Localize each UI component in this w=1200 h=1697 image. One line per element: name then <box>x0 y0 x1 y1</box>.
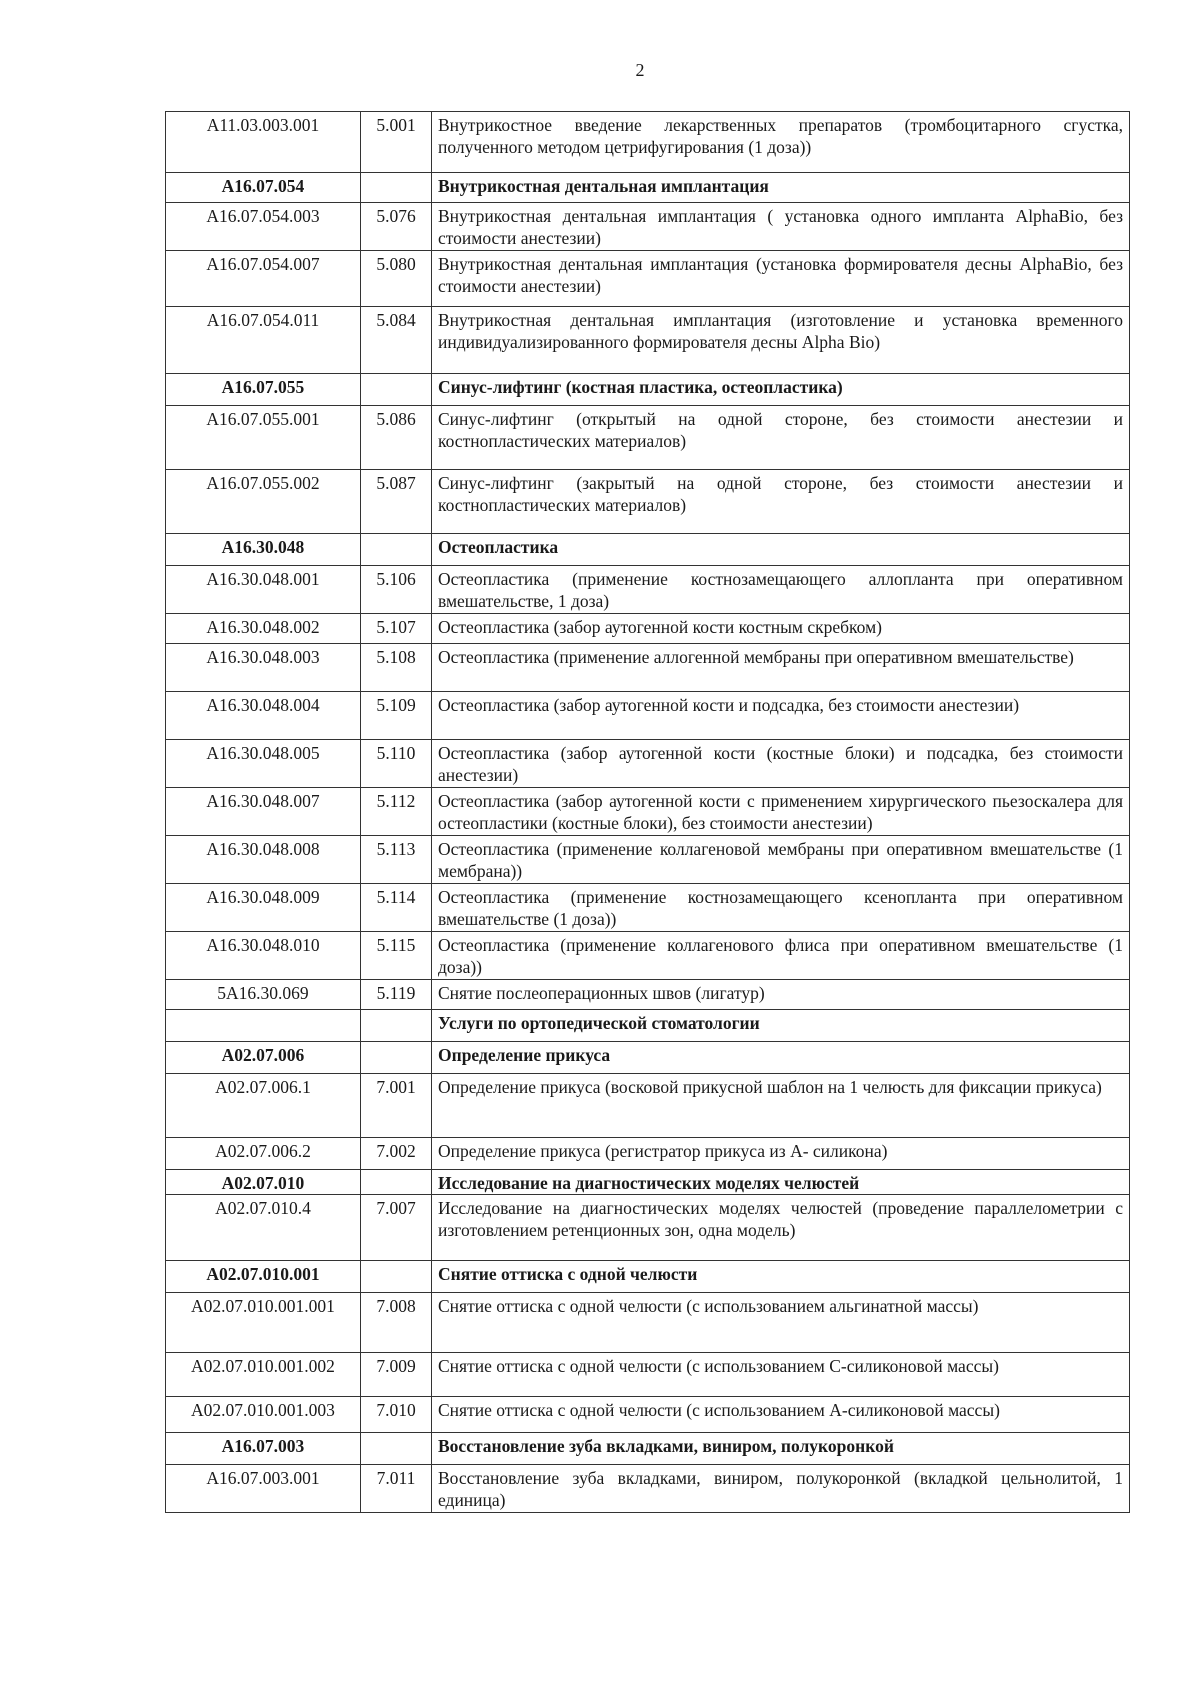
table-row <box>166 884 1130 932</box>
table-row <box>166 112 1130 173</box>
service-description-cell: Остеопластика (забор аутогенной кости и подсадка, без стоимости анестезии) <box>432 692 1130 740</box>
item-number-cell: 5.115 <box>361 932 432 980</box>
service-code-cell <box>166 1010 361 1042</box>
service-code-cell: A02.07.010.001.003 <box>166 1397 361 1433</box>
item-number-cell: 5.086 <box>361 406 432 470</box>
item-number-cell: 5.112 <box>361 788 432 836</box>
service-code-cell: A11.03.003.001 <box>166 112 361 173</box>
service-code-cell: A16.07.055 <box>166 374 361 406</box>
table-row <box>166 836 1130 884</box>
item-number-cell <box>361 374 432 406</box>
service-code-cell: A02.07.010.4 <box>166 1195 361 1261</box>
item-number-cell: 5.107 <box>361 614 432 644</box>
table-row <box>166 1138 1130 1170</box>
service-description-cell: Остеопластика (применение костнозамещающего ксенопланта при оперативном вмешательстве (1 доза)) <box>432 884 1130 932</box>
item-number-cell: 7.007 <box>361 1195 432 1261</box>
service-code-cell: A02.07.006 <box>166 1042 361 1074</box>
service-code-cell: A16.30.048.003 <box>166 644 361 692</box>
item-number-cell: 7.001 <box>361 1074 432 1138</box>
table-row <box>166 251 1130 307</box>
service-description-cell: Определение прикуса <box>432 1042 1130 1074</box>
service-description-cell: Остеопластика <box>432 534 1130 566</box>
table-group-row <box>166 374 1130 406</box>
service-description-cell: Остеопластика (забор аутогенной кости (костные блоки) и подсадка, без стоимости анестезии) <box>432 740 1130 788</box>
service-code-cell: A16.07.055.001 <box>166 406 361 470</box>
service-description-cell: Восстановление зуба вкладками, виниром, полукоронкой <box>432 1433 1130 1465</box>
service-description-cell: Синус-лифтинг (закрытый на одной стороне, без стоимости анестезии и костнопластических материалов) <box>432 470 1130 534</box>
service-code-cell: A16.07.003 <box>166 1433 361 1465</box>
service-code-cell: A16.30.048.007 <box>166 788 361 836</box>
service-description-cell: Внутрикостная дентальная имплантация <box>432 173 1130 203</box>
table-row <box>166 1074 1130 1138</box>
service-description-cell: Остеопластика (применение коллагенового флиса при оперативном вмешательстве (1 доза)) <box>432 932 1130 980</box>
service-code-cell: A16.07.054.011 <box>166 307 361 374</box>
service-description-cell: Остеопластика (забор аутогенной кости костным скребком) <box>432 614 1130 644</box>
table-row <box>166 1293 1130 1353</box>
item-number-cell <box>361 1170 432 1195</box>
item-number-cell: 5.108 <box>361 644 432 692</box>
table-row <box>166 1195 1130 1261</box>
table-row <box>166 692 1130 740</box>
service-code-cell: A02.07.010.001.002 <box>166 1353 361 1397</box>
service-code-cell: A02.07.010 <box>166 1170 361 1195</box>
service-code-cell: A16.30.048.010 <box>166 932 361 980</box>
service-code-cell: A16.30.048 <box>166 534 361 566</box>
item-number-cell: 7.002 <box>361 1138 432 1170</box>
service-description-cell: Определение прикуса (восковой прикусной шаблон на 1 челюсть для фиксации прикуса) <box>432 1074 1130 1138</box>
page-number: 2 <box>635 60 645 80</box>
item-number-cell: 7.009 <box>361 1353 432 1397</box>
item-number-cell: 5.087 <box>361 470 432 534</box>
service-description-cell: Снятие послеоперационных швов (лигатур) <box>432 980 1130 1010</box>
item-number-cell: 5.001 <box>361 112 432 173</box>
service-code-cell: A16.30.048.004 <box>166 692 361 740</box>
table-row <box>166 644 1130 692</box>
item-number-cell <box>361 534 432 566</box>
table-group-row <box>166 1261 1130 1293</box>
service-description-cell: Восстановление зуба вкладками, виниром, полукоронкой (вкладкой цельнолитой, 1 единица) <box>432 1465 1130 1513</box>
service-code-cell: A02.07.006.2 <box>166 1138 361 1170</box>
table-row <box>166 1397 1130 1433</box>
service-code-cell: A02.07.010.001.001 <box>166 1293 361 1353</box>
service-description-cell: Снятие оттиска с одной челюсти <box>432 1261 1130 1293</box>
service-description-cell: Снятие оттиска с одной челюсти (с использованием А-силиконовой массы) <box>432 1397 1130 1433</box>
item-number-cell: 5.113 <box>361 836 432 884</box>
service-code-cell: A16.07.054.003 <box>166 203 361 251</box>
price-list-body <box>166 112 1130 1513</box>
item-number-cell: 5.109 <box>361 692 432 740</box>
item-number-cell: 5.076 <box>361 203 432 251</box>
service-description-cell: Остеопластика (применение аллогенной мембраны при оперативном вмешательстве) <box>432 644 1130 692</box>
table-group-row <box>166 1010 1130 1042</box>
service-code-cell: A16.07.055.002 <box>166 470 361 534</box>
item-number-cell: 5.119 <box>361 980 432 1010</box>
table-row <box>166 406 1130 470</box>
table-group-row <box>166 173 1130 203</box>
item-number-cell: 5.106 <box>361 566 432 614</box>
table-row <box>166 307 1130 374</box>
service-description-cell: Определение прикуса (регистратор прикуса из А- силикона) <box>432 1138 1130 1170</box>
service-description-cell: Синус-лифтинг (открытый на одной стороне, без стоимости анестезии и костнопластических материалов) <box>432 406 1130 470</box>
item-number-cell <box>361 1261 432 1293</box>
service-code-cell: A16.07.003.001 <box>166 1465 361 1513</box>
service-code-cell: A16.30.048.009 <box>166 884 361 932</box>
service-code-cell: A16.30.048.005 <box>166 740 361 788</box>
service-description-cell: Исследование на диагностических моделях челюстей <box>432 1170 1130 1195</box>
price-list-table <box>165 111 1130 1513</box>
item-number-cell: 7.011 <box>361 1465 432 1513</box>
service-code-cell: A16.07.054.007 <box>166 251 361 307</box>
service-description-cell: Остеопластика (забор аутогенной кости с применением хирургического пьезоскалера для остеопластики (костные блоки), без стоимости анестезии) <box>432 788 1130 836</box>
item-number-cell: 5.114 <box>361 884 432 932</box>
service-description-cell: Снятие оттиска с одной челюсти (с использованием альгинатной массы) <box>432 1293 1130 1353</box>
table-row <box>166 932 1130 980</box>
item-number-cell <box>361 1433 432 1465</box>
table-group-row <box>166 1042 1130 1074</box>
service-description-cell: Исследование на диагностических моделях челюстей (проведение параллелометрии с изготовлением ретенционных зон, одна модель) <box>432 1195 1130 1261</box>
table-group-row <box>166 1433 1130 1465</box>
service-description-cell: Снятие оттиска с одной челюсти (с использованием С-силиконовой массы) <box>432 1353 1130 1397</box>
item-number-cell: 5.084 <box>361 307 432 374</box>
service-code-cell: A16.30.048.008 <box>166 836 361 884</box>
table-group-row <box>166 1170 1130 1195</box>
service-code-cell: A16.07.054 <box>166 173 361 203</box>
service-description-cell: Внутрикостная дентальная имплантация (установка формирователя десны AlphaBio, без стоимости анестезии) <box>432 251 1130 307</box>
service-description-cell: Остеопластика (применение коллагеновой мембраны при оперативном вмешательстве (1 мембрана)) <box>432 836 1130 884</box>
table-row <box>166 203 1130 251</box>
service-code-cell: 5A16.30.069 <box>166 980 361 1010</box>
service-code-cell: A02.07.010.001 <box>166 1261 361 1293</box>
item-number-cell: 5.110 <box>361 740 432 788</box>
service-description-cell: Остеопластика (применение костнозамещающего аллопланта при оперативном вмешательстве, 1 доза) <box>432 566 1130 614</box>
table-row <box>166 1353 1130 1397</box>
service-code-cell: A16.30.048.002 <box>166 614 361 644</box>
item-number-cell: 7.008 <box>361 1293 432 1353</box>
item-number-cell <box>361 173 432 203</box>
table-group-row <box>166 534 1130 566</box>
service-code-cell: A16.30.048.001 <box>166 566 361 614</box>
service-description-cell: Внутрикостное введение лекарственных препаратов (тромбоцитарного сгустка, полученного методом цетрифугирования (1 доза)) <box>432 112 1130 173</box>
item-number-cell <box>361 1042 432 1074</box>
table-row <box>166 566 1130 614</box>
service-description-cell: Синус-лифтинг (костная пластика, остеопластика) <box>432 374 1130 406</box>
table-row <box>166 614 1130 644</box>
item-number-cell: 7.010 <box>361 1397 432 1433</box>
table-row <box>166 788 1130 836</box>
item-number-cell: 5.080 <box>361 251 432 307</box>
table-row <box>166 740 1130 788</box>
table-row <box>166 980 1130 1010</box>
table-row <box>166 470 1130 534</box>
service-description-cell: Внутрикостная дентальная имплантация (изготовление и установка временного индивидуализированного формирователя десны Alpha Bio) <box>432 307 1130 374</box>
service-description-cell: Внутрикостная дентальная имплантация ( установка одного импланта AlphaBio, без стоимости анестезии) <box>432 203 1130 251</box>
service-code-cell: A02.07.006.1 <box>166 1074 361 1138</box>
service-description-cell: Услуги по ортопедической стоматологии <box>432 1010 1130 1042</box>
item-number-cell <box>361 1010 432 1042</box>
table-row <box>166 1465 1130 1513</box>
